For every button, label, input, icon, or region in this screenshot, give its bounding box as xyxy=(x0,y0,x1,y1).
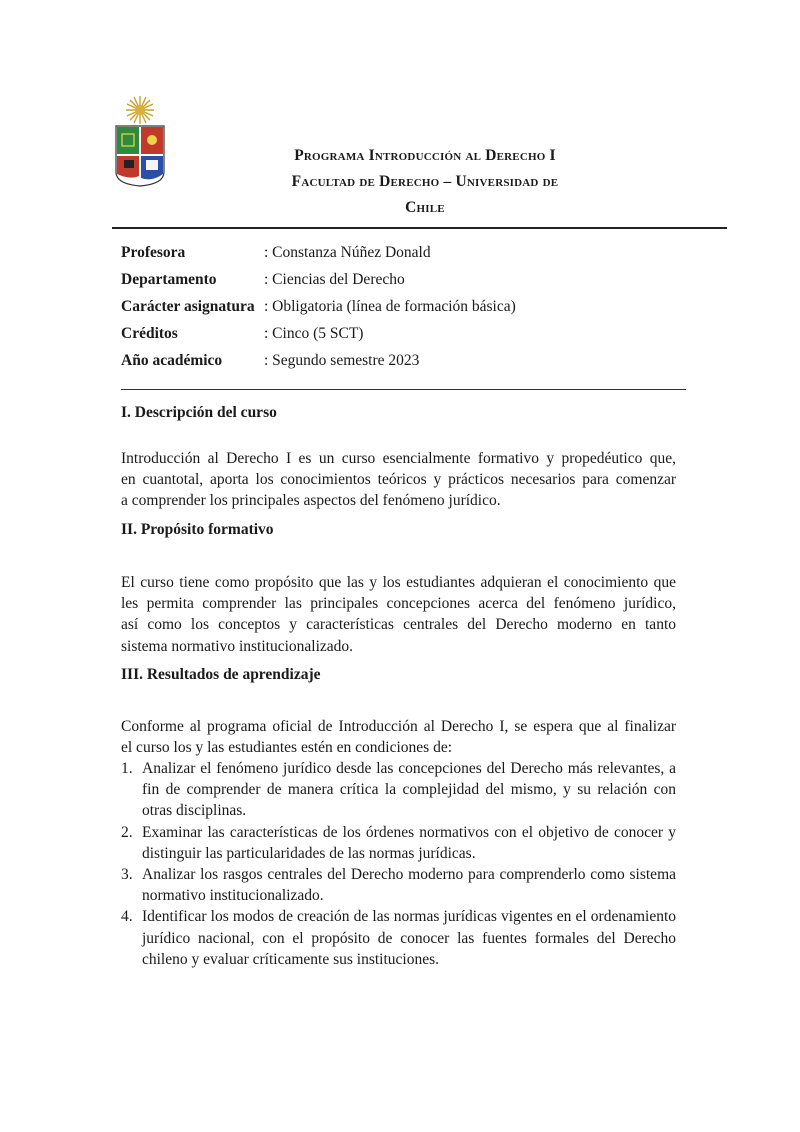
info-row-ano xyxy=(121,350,516,377)
header-divider xyxy=(112,227,727,229)
list-item xyxy=(121,758,676,822)
info-value: : Constanza Núñez Donald xyxy=(264,244,431,261)
info-row-departamento xyxy=(121,269,516,296)
list-item-text: Identificar los modos de creación de las normas jurídicas vigentes en el ordenamiento jurídico nacional, con el propósito de conocer las fuentes formales del Derecho chileno y evaluar críticamente sus instituciones. xyxy=(142,908,676,968)
section-heading-proposito: II. Propósito formativo xyxy=(121,521,274,538)
paragraph-line: Introducción al Derecho I es un curso esencialmente formativo y propedéutico que, xyxy=(121,450,676,467)
course-info-table xyxy=(121,242,516,377)
title-line-2: Facultad de Derecho – Universidad de xyxy=(291,173,559,190)
paragraph-line: Conforme al programa oficial de Introducción al Derecho I, se espera que al finalizar xyxy=(121,718,676,735)
info-row-creditos xyxy=(121,323,516,350)
list-item-text: Analizar el fenómeno jurídico desde las concepciones del Derecho más relevantes, a fin de comprender de manera crítica la complejidad del mismo, y su relación con otras disciplinas. xyxy=(142,760,676,820)
info-label: Departamento xyxy=(121,271,217,288)
section-paragraph-descripcion xyxy=(121,448,676,512)
paragraph-line: a comprender los principales aspectos del fenómeno jurídico. xyxy=(121,492,501,510)
list-item-number: 1. xyxy=(121,760,133,777)
info-label: Créditos xyxy=(121,325,178,342)
paragraph-line: sistema normativo institucionalizado. xyxy=(121,637,354,655)
paragraph-line: les permita comprender las principales concepciones acerca del fenómeno jurídico, xyxy=(121,595,676,613)
info-label: Año académico xyxy=(121,352,223,369)
section-heading-descripcion: I. Descripción del curso xyxy=(121,404,277,421)
university-logo xyxy=(112,94,168,188)
coat-of-arms-shield-icon xyxy=(116,126,164,186)
info-value: : Cinco (5 SCT) xyxy=(264,325,364,342)
paragraph-line: en cuantotal, aporta los conocimientos teóricos y prácticos necesarios para comenzar xyxy=(121,471,676,489)
title-line-1: Programa Introducción al Derecho I xyxy=(294,147,556,164)
info-row-caracter xyxy=(121,296,516,323)
paragraph-line: así como los conceptos y características centrales del Derecho moderno en tanto xyxy=(121,616,676,634)
learning-outcomes-list xyxy=(121,758,676,970)
section-heading-resultados: III. Resultados de aprendizaje xyxy=(121,666,321,683)
title-line-3: Chile xyxy=(405,199,445,216)
paragraph-line: El curso tiene como propósito que las y los estudiantes adquieran el conocimiento que xyxy=(121,574,676,591)
list-item-number: 4. xyxy=(121,908,133,926)
paragraph-line: el curso los y las estudiantes estén en condiciones de: xyxy=(121,739,453,757)
info-row-profesora xyxy=(121,242,516,269)
list-item-text: Examinar las características de los órdenes normativos con el objetivo de conocer y distinguir las particularidades de las normas jurídicas. xyxy=(142,823,676,862)
list-item-number: 2. xyxy=(121,823,133,841)
section-paragraph-resultados xyxy=(121,716,676,758)
list-item-number: 3. xyxy=(121,866,133,884)
info-divider xyxy=(121,389,686,390)
info-value: : Obligatoria (línea de formación básica) xyxy=(264,298,516,315)
info-label: Profesora xyxy=(121,244,186,261)
list-item xyxy=(121,906,676,970)
section-paragraph-proposito xyxy=(121,572,676,657)
list-item-text: Analizar los rasgos centrales del Derecho moderno para comprenderlo como sistema normativo institucionalizado. xyxy=(142,866,676,905)
info-value: : Ciencias del Derecho xyxy=(264,271,405,288)
list-item xyxy=(121,864,676,906)
document-title xyxy=(240,143,610,221)
info-value: : Segundo semestre 2023 xyxy=(264,352,420,369)
info-label: Carácter asignatura xyxy=(121,298,255,315)
list-item xyxy=(121,822,676,864)
